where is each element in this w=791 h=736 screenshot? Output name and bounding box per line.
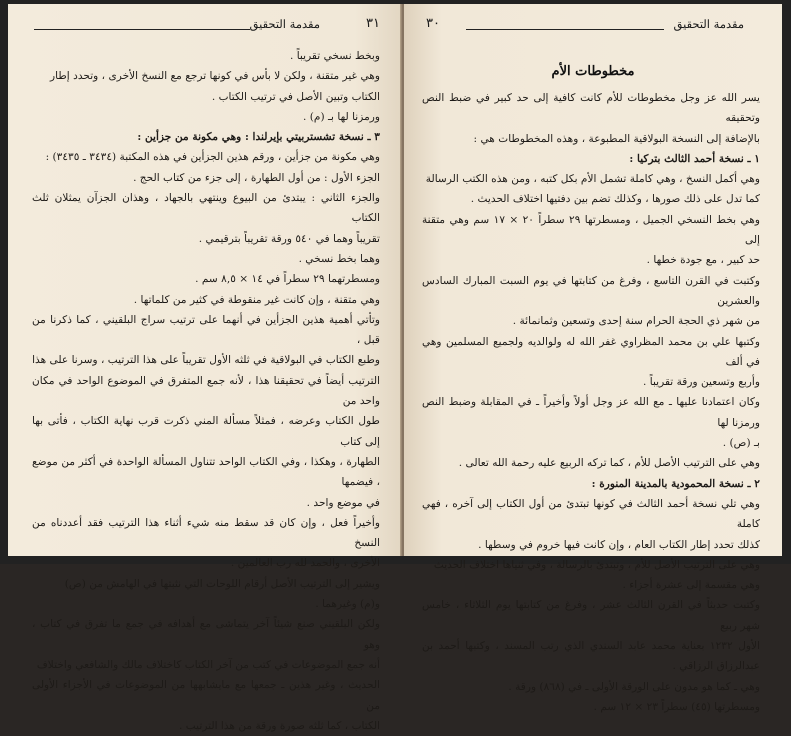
text-line: وهي متقنة ، وإن كانت غير منقوطة في كثير من كلماتها . — [133, 293, 380, 306]
text-line: الكتاب ، كما ثلثه صورة ورقة من هذا الترتيب . — [179, 719, 380, 732]
text-line: والجزء الثاني : يبتدئ من البيوع وينتهي بالجهاد ، وهذان الجزآن يمثلان ثلث الكتاب — [32, 192, 380, 225]
text-line: يسر الله عز وجل مخطوطات للأم كانت كافية إلى حد كبير في ضبط النص وتحقيقه — [422, 92, 760, 125]
text-line: الترتيب أيضاً في تحقيقنا هذا ، لأنه جمع المتفرق في الموضوع الواحد في مكان واحد من — [32, 374, 380, 408]
text-line: الأول ١٢٣٢ بعناية محمد عابد السندي الذي رتب المسند ، وكتبها أحمد بن عبدالرزاق الرزاقي . — [422, 640, 760, 673]
text-line: الطهارة ، وهكذا ، وفي الكتاب الواحد تتناول المسألة الواحدة في أكثر من موضع ، فيضمها — [32, 455, 380, 489]
text-line: وتأتي أهمية هذين الجزأين في أنهما على ترتيب سراج البلقيني ، كما ذكرنا من قبل ، — [32, 313, 380, 347]
text-line: وهي على الترتيب الأصل للأم ، كما تركه الربيع عليه رحمة الله تعالى . — [458, 457, 760, 470]
text-line: من شهر ذي الحجة الحرام سنة إحدى وتسعين وثمانمائة . — [512, 315, 760, 328]
text-line: وهي مقسمة إلى عشرة أجزاء . — [622, 579, 760, 592]
section-title: مخطوطات الأم — [551, 64, 635, 79]
text-line: حد كبير ، مع جودة خطها . — [646, 254, 760, 267]
text-line: الجزء الأول : من أول الطهارة ، إلى جزء من كتاب الحج . — [133, 171, 380, 184]
text-line: ١ ـ نسخة أحمد الثالث بتركيا : — [629, 152, 760, 165]
page-number: ٣١ — [366, 16, 380, 31]
text-line: كذلك تحدد إطار الكتاب العام ، وإن كانت فيها خروم في وسطها . — [478, 538, 760, 551]
text-line: وهي مكونة من جزأين ، ورقم هذين الجزأين في هذه المكتبة (٣٤٣٤ ـ ٣٤٣٥) : — [45, 151, 380, 164]
text-line: وكتبت في القرن التاسع ، وفرغ من كتابتها في يوم السبت المبارك السادس والعشرين — [422, 274, 760, 307]
right-page-body — [422, 88, 760, 717]
running-head: مقدمة التحقيق — [673, 17, 744, 31]
text-line: وكان اعتمادنا عليها ـ مع الله عز وجل أولاً وأخيراً ـ في المقابلة وضبط النص ورمزنا لها — [422, 396, 760, 429]
text-line: كما تدل على ذلك صورها ، وكذلك تضم بين دفتيها اختلاف الحديث . — [470, 193, 760, 206]
text-line: وهي بخط النسخي الجميل ، ومسطرتها ٢٩ سطراً ٢٠ × ١٧ سم وهي متقنة إلى — [422, 213, 760, 247]
text-line: الكتاب وتبين الأصل في ترتيب الكتاب . — [211, 90, 380, 103]
text-line: ٢ ـ نسخة المحمودية بالمدينة المنورة : — [591, 477, 760, 490]
header-rule — [466, 29, 664, 30]
text-line: ومسطرتها (٤٥) سطراً ٢٣ × ١٢ سم . — [593, 700, 760, 713]
text-line: وهما بخط نسخي . — [298, 252, 380, 265]
text-line: وهي تلي نسخة أحمد الثالث في كونها تبتدئ من أول الكتاب إلى آخره ، فهي كاملة — [422, 497, 760, 531]
header-rule — [34, 29, 250, 30]
text-line: وكتبت حديثاً في القرن الثالث عشر ، وفرغ من كتابتها يوم الثلاثاء ، خامس شهر ربيع — [422, 599, 760, 632]
left-page-header — [34, 16, 380, 42]
left-page — [8, 4, 402, 732]
text-line: وطبع الكتاب في البولاقية في ثلثه الأول تقريباً على هذا الترتيب ، وسرنا على هذا — [32, 354, 380, 367]
text-line: ٣ ـ نسخة تشستربيتي بإيرلندا : وهي مكونة من جزأين : — [137, 131, 380, 144]
left-page-body — [32, 46, 380, 736]
text-line: في موضع واحد . — [306, 496, 380, 509]
text-line: وهي غير متقنة ، ولكن لا بأس في كونها ترجع مع النسخ الأخرى ، وتحدد إطار — [50, 70, 380, 83]
text-line: ويشير إلى الترتيب الأصل أرقام اللوحات التي نثبتها في الهامش من (ص) — [64, 577, 380, 590]
right-page-header — [426, 16, 760, 42]
text-line: تقريباً وهما في ٥٤٠ ورقة تقريباً بترقيمي . — [198, 232, 380, 245]
text-line: وهي أكمل النسخ ، وهي كاملة تشمل الأم بكل كتبه ، ومن هذه الكتب الرسالة — [425, 173, 760, 186]
text-line: الأخرى ، والحمد لله رب العالمين . — [230, 557, 380, 570]
running-head: مقدمة التحقيق — [249, 17, 320, 31]
text-line: وهي على الترتيب الأصل للأم ، وتبتدئ بالرسالة ، وفي ثنياها اختلاف الحديث — [433, 558, 760, 571]
text-line: طول الكتاب وعرضه ، فمثلاً مسألة المني ذكرت قرب نهاية الكتاب ، فأتى بها إلى كتاب — [32, 415, 380, 448]
text-line: أنه جمع الموضوعات في كتب من آخر الكتاب كاختلاف مالك والشافعي واختلاف — [36, 658, 380, 671]
text-line: وأربع وتسعين ورقة تقريباً . — [643, 376, 760, 389]
text-line: ومسطرتهما ٢٩ سطراً في ١٤ × ٨,٥ سم . — [195, 273, 380, 286]
text-line: وكتبها علي بن محمد المظراوي غفر الله له ولوالديه ولجميع المسلمين وهي في ألف — [422, 335, 760, 368]
text-line: ورمزنا لها بـ (م) . — [303, 110, 380, 123]
text-line: و(م) وغيرهما . — [315, 598, 380, 611]
right-page — [404, 4, 782, 713]
page-number: ٣٠ — [426, 16, 440, 31]
text-line: الحديث ، وغير هذين ـ جمعها مع مايشابهها من الموضوعات في الأجزاء الأولى من — [32, 679, 380, 712]
text-line: وهي ـ كما هو مدون على الورقة الأولى ـ في (٨٦٨) ورقة . — [508, 680, 760, 693]
text-line: ولكن البلقيني صنع شيئاً آخر يتماشى مع أهدافه في جمع ما تفرق في كتاب ، وهو — [32, 618, 380, 651]
text-line: بـ (ص) . — [722, 437, 760, 450]
text-line: بالإضافة إلى النسخة البولاقية المطبوعة ، وهذه المخطوطات هي : — [473, 132, 760, 145]
text-line: وبخط نسخي تقريباً . — [289, 50, 380, 62]
text-line: وأخيراً فعل ، وإن كان قد سقط منه شيء أثناء هذا الترتيب فقد أعددناه من النسخ — [32, 516, 380, 550]
